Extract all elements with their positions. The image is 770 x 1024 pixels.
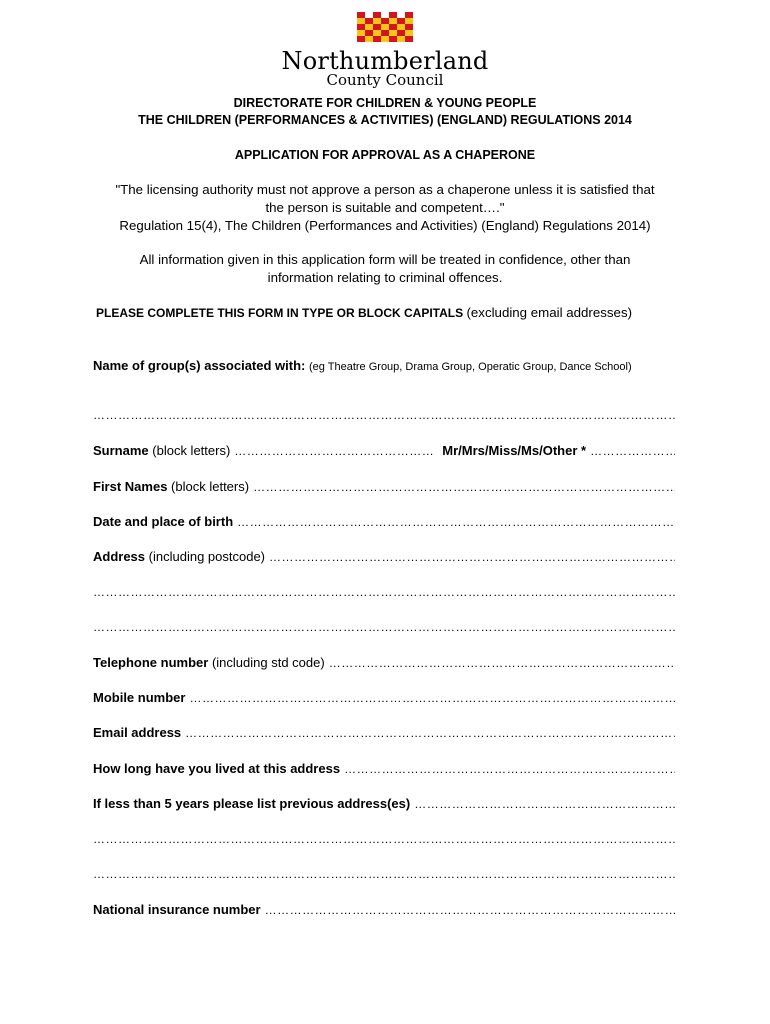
dob-label: Date and place of birth <box>93 514 234 529</box>
group-answer-line[interactable] <box>93 408 675 422</box>
group-label: Name of group(s) associated with: <box>93 358 306 373</box>
email-answer-line[interactable] <box>185 726 675 740</box>
previous-address-line-2[interactable] <box>93 832 675 846</box>
surname-hint: (block letters) <box>152 443 231 458</box>
first-names-field[interactable] <box>93 479 675 494</box>
address-answer-line[interactable] <box>269 550 675 564</box>
surname-label: Surname <box>93 443 149 458</box>
mobile-answer-line[interactable] <box>189 691 675 705</box>
how-long-answer-line[interactable] <box>344 762 675 776</box>
telephone-label: Telephone number <box>93 655 209 670</box>
telephone-answer-line[interactable] <box>329 656 675 670</box>
council-logo <box>0 8 770 89</box>
email-label: Email address <box>93 725 182 740</box>
address-line-2[interactable] <box>93 585 675 599</box>
quote-line-3: Regulation 15(4), The Children (Performances and Activities) (England) Regulations 2014) <box>119 218 651 233</box>
surname-answer-line[interactable] <box>234 444 434 458</box>
instruction-note: (excluding email addresses) <box>466 305 633 320</box>
first-names-label: First Names <box>93 479 168 494</box>
previous-address-answer-line[interactable] <box>414 797 675 811</box>
previous-address-field[interactable] <box>93 796 675 811</box>
address-line-3[interactable] <box>93 620 675 634</box>
ni-label: National insurance number <box>93 902 261 917</box>
form-title: APPLICATION FOR APPROVAL AS A CHAPERONE <box>234 148 536 162</box>
dob-answer-line[interactable] <box>237 515 675 529</box>
telephone-hint: (including std code) <box>211 655 325 670</box>
surname-field[interactable] <box>93 443 675 458</box>
regulation-quote <box>80 181 690 235</box>
mobile-label: Mobile number <box>93 690 186 705</box>
ni-answer-line[interactable] <box>265 903 675 917</box>
previous-address-line-3[interactable] <box>93 867 675 881</box>
first-names-hint: (block letters) <box>171 479 250 494</box>
first-names-answer-line[interactable] <box>253 480 675 494</box>
confidentiality-line-1: All information given in this application form will be treated in confidence, other than <box>139 252 631 267</box>
address-field[interactable] <box>93 549 675 564</box>
group-field[interactable] <box>93 358 675 373</box>
telephone-field[interactable] <box>93 655 675 670</box>
mobile-field[interactable] <box>93 690 675 705</box>
address-hint: (including postcode) <box>148 549 266 564</box>
previous-address-label: If less than 5 years please list previous address(es) <box>93 796 411 811</box>
completion-instruction <box>96 305 632 320</box>
address-label: Address <box>93 549 146 564</box>
northumberland-flag-icon <box>357 8 413 44</box>
title-answer-line[interactable] <box>590 444 675 458</box>
quote-line-2: the person is suitable and competent…." <box>265 200 505 215</box>
email-field[interactable] <box>93 725 675 740</box>
title-label: Mr/Mrs/Miss/Ms/Other * <box>442 443 587 458</box>
confidentiality-note <box>80 251 690 287</box>
dob-field[interactable] <box>93 514 675 529</box>
org-subtitle: County Council <box>326 71 444 89</box>
instruction-bold: PLEASE COMPLETE THIS FORM IN TYPE OR BLOCK CAPITALS <box>96 306 464 320</box>
ni-field[interactable] <box>93 902 675 917</box>
group-hint: (eg Theatre Group, Drama Group, Operatic Group, Dance School) <box>309 361 632 373</box>
directorate-line: DIRECTORATE FOR CHILDREN & YOUNG PEOPLE <box>233 96 537 110</box>
org-name: Northumberland <box>281 47 489 75</box>
confidentiality-line-2: information relating to criminal offences. <box>267 270 503 285</box>
directorate-heading <box>80 95 690 129</box>
how-long-label: How long have you lived at this address <box>93 761 341 776</box>
how-long-field[interactable] <box>93 761 675 776</box>
regulations-line: THE CHILDREN (PERFORMANCES & ACTIVITIES) (ENGLAND) REGULATIONS 2014 <box>138 113 632 127</box>
quote-line-1: "The licensing authority must not approve a person as a chaperone unless it is satisfied that <box>115 182 655 197</box>
